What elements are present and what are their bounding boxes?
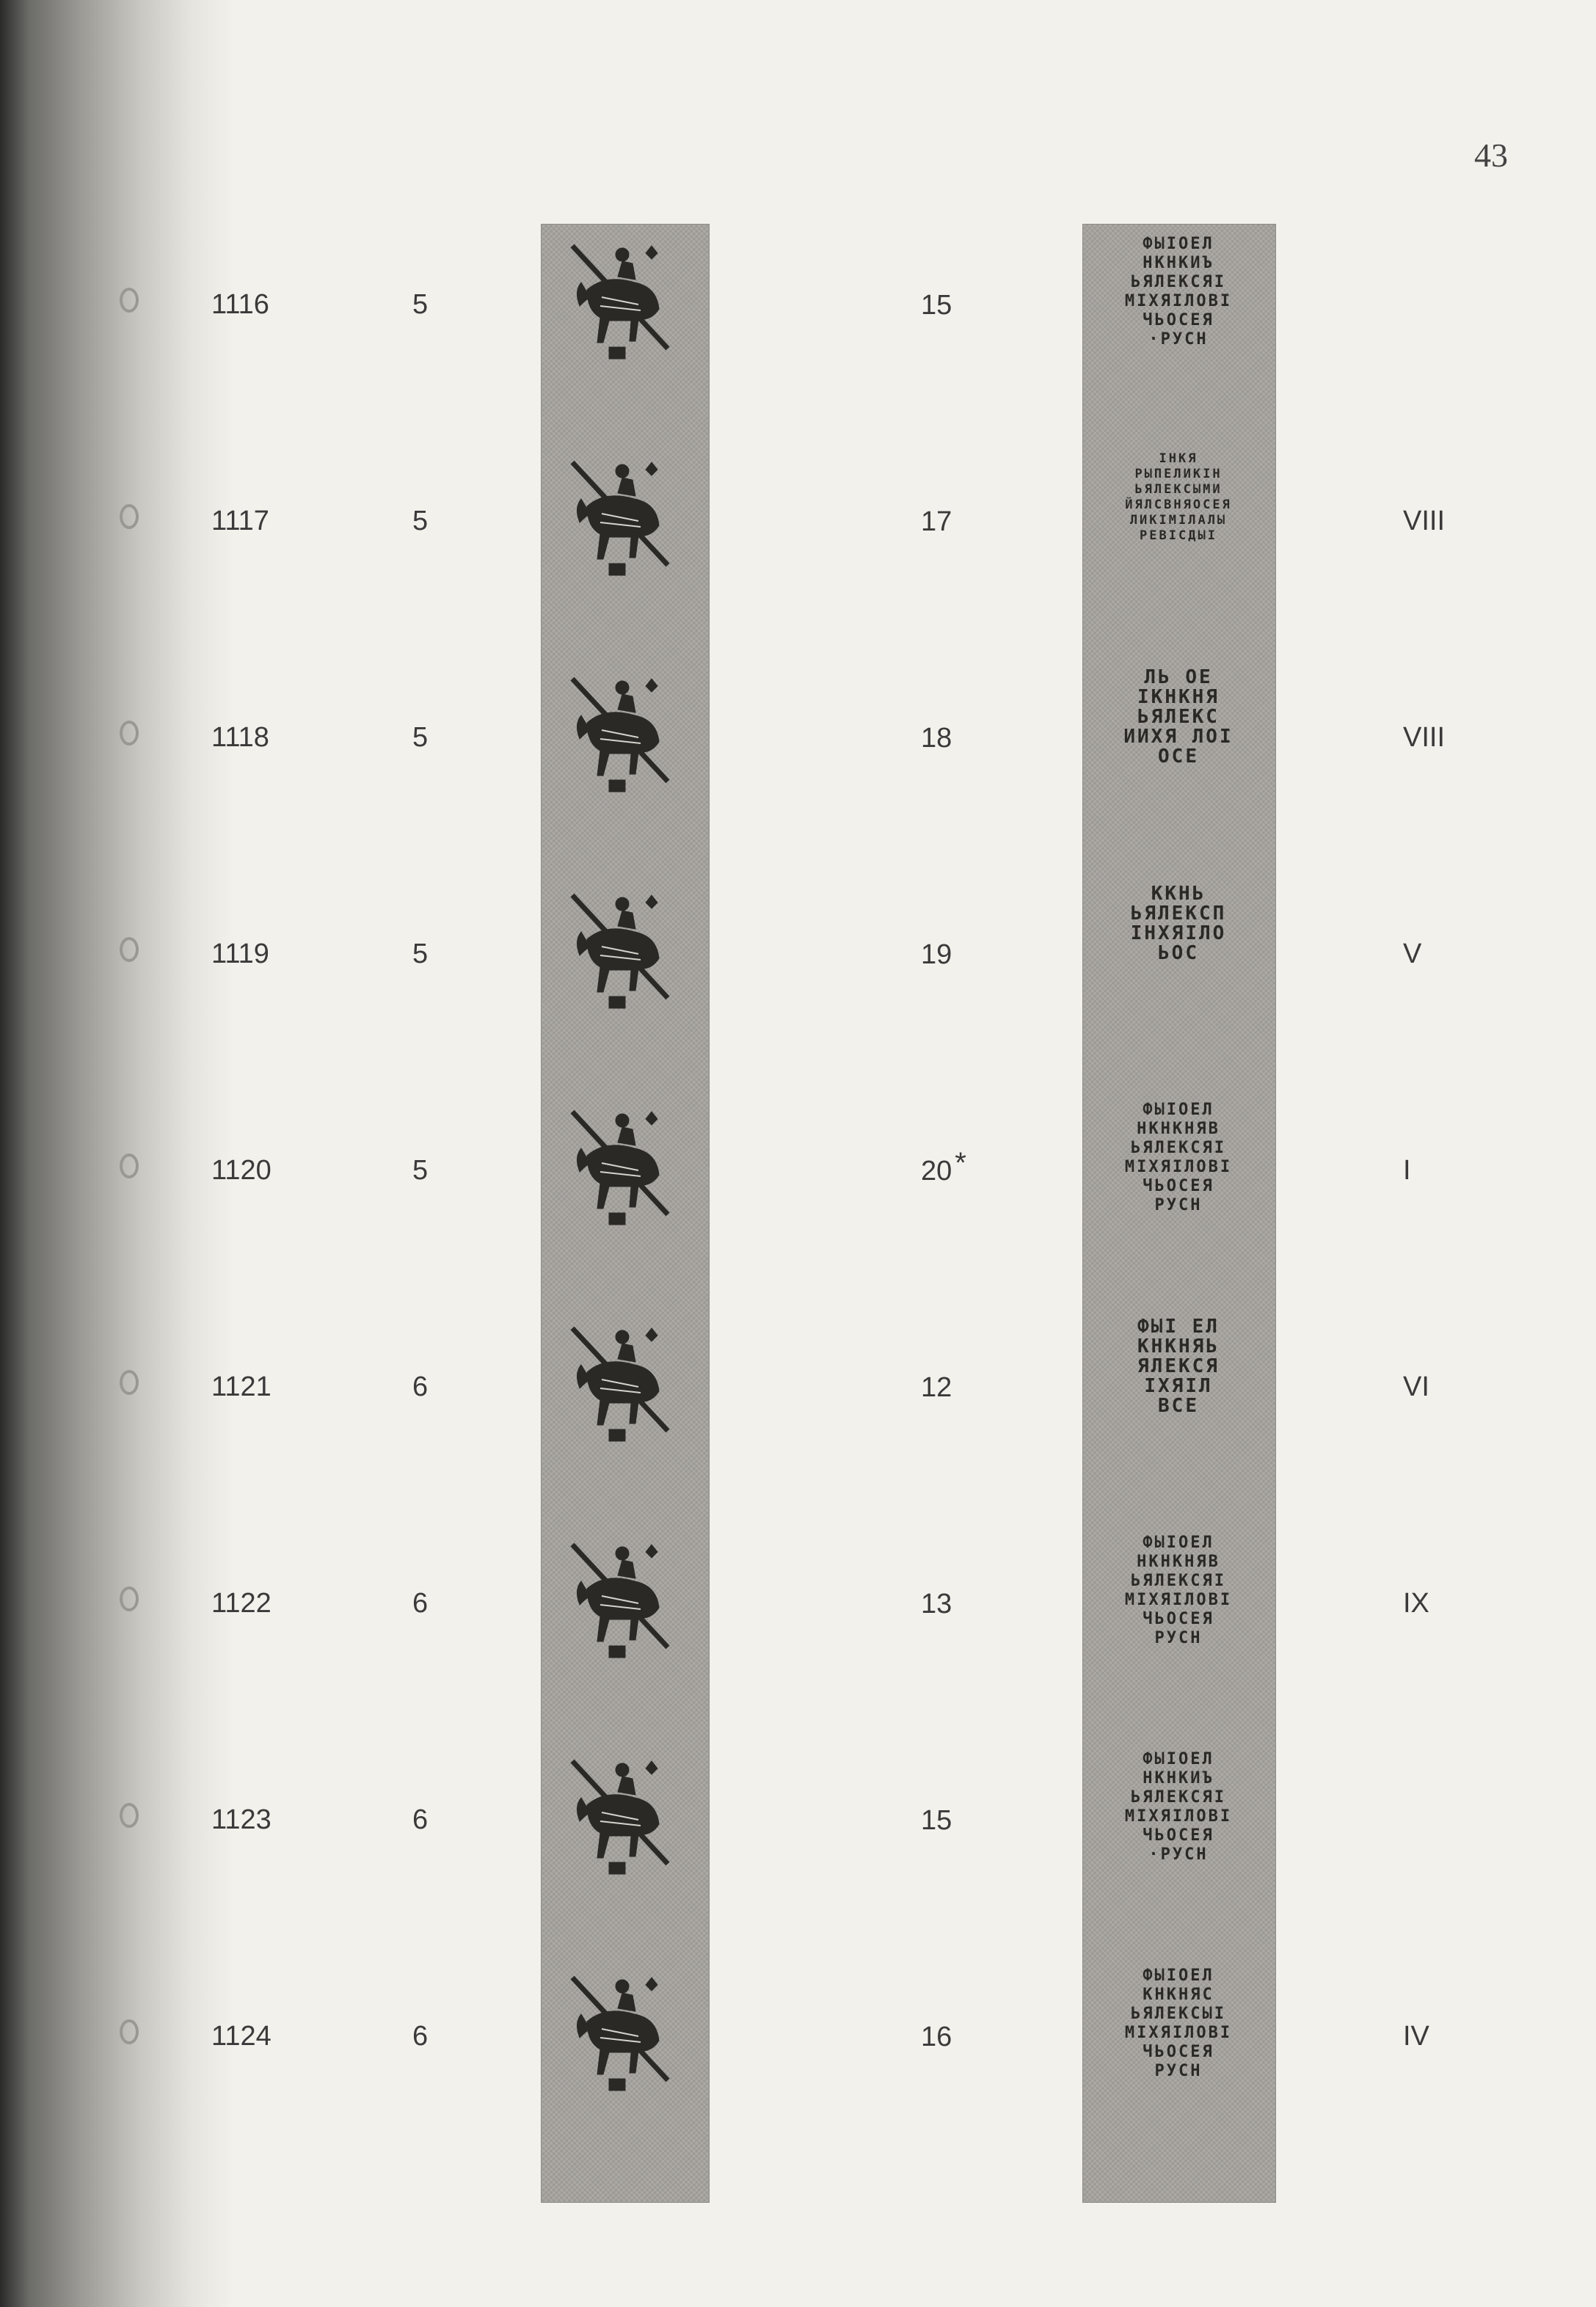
- inscription-line: РЕВІСДЫІ: [1140, 528, 1217, 543]
- catalog-number: 1123: [211, 1804, 272, 1835]
- type-roman-numeral: IV: [1403, 2021, 1429, 2052]
- catalog-number: 1117: [211, 506, 269, 536]
- reverse-inscription: [1093, 235, 1264, 349]
- reverse-inscription: [1093, 1967, 1264, 2081]
- inscription-line: ЧЬОСЕЯ: [1143, 2043, 1214, 2061]
- catalog-number: 1119: [211, 939, 269, 969]
- inscription-line: ІКНКНЯ: [1137, 686, 1220, 708]
- catalog-row: [0, 1280, 1596, 1493]
- inscription-line: ЛИКІМІЛАЛЫ: [1129, 513, 1228, 528]
- inscription-line: КНКНЯЬ: [1137, 1335, 1220, 1357]
- inscription-line: ІНХЯІЛО: [1130, 922, 1227, 944]
- rider-emblem-icon: [565, 238, 675, 363]
- inscription-line: ·РУСН: [1148, 1845, 1209, 1864]
- obverse-die-number: 6: [412, 2021, 429, 2052]
- reverse-die-number: 12: [921, 1372, 952, 1403]
- catalog-number: 1118: [211, 722, 269, 753]
- rider-emblem-icon: [565, 1104, 675, 1229]
- inscription-line: НКНКИЪ: [1143, 254, 1214, 272]
- reverse-die-cell: [921, 939, 955, 969]
- inscription-line: КНКНЯС: [1143, 1986, 1214, 2004]
- inscription-line: ·РУСН: [1148, 330, 1209, 349]
- circle-marker-icon: [120, 1370, 139, 1395]
- reverse-inscription: [1093, 1534, 1264, 1648]
- type-roman-numeral: I: [1403, 1155, 1411, 1186]
- reverse-inscription: [1093, 668, 1264, 767]
- inscription-line: ЬЯЛЕКСЯІ: [1131, 1572, 1226, 1590]
- type-roman-numeral: VIII: [1403, 722, 1446, 753]
- asterisk-note: *: [955, 1147, 966, 1179]
- inscription-line: МІХЯІЛОВІ: [1124, 2024, 1233, 2042]
- catalog-row: [0, 198, 1596, 411]
- inscription-line: ФЫІОЕЛ: [1143, 1534, 1214, 1552]
- reverse-die-number: 20: [921, 1156, 952, 1187]
- rider-emblem-icon: [565, 1537, 675, 1662]
- obverse-die-number: 5: [412, 1155, 429, 1186]
- catalog-number: 1121: [211, 1371, 272, 1402]
- reverse-die-cell: [921, 723, 955, 753]
- catalog-row: [0, 1064, 1596, 1277]
- reverse-die-number: 13: [921, 1589, 952, 1619]
- catalog-row: [0, 1930, 1596, 2143]
- reverse-die-number: 15: [921, 1805, 952, 1836]
- catalog-number: 1122: [211, 1588, 272, 1619]
- circle-marker-icon: [120, 288, 139, 313]
- inscription-line: ЬЯЛЕКСЯІ: [1131, 1788, 1226, 1807]
- obverse-die-number: 6: [412, 1371, 429, 1402]
- inscription-line: ИИХЯ ЛОІ: [1123, 726, 1234, 748]
- inscription-line: ІНКЯ: [1159, 451, 1198, 466]
- inscription-line: ЬОС: [1158, 942, 1199, 964]
- reverse-die-cell: [921, 290, 955, 320]
- catalog-row: [0, 1713, 1596, 1926]
- rider-emblem-icon: [565, 671, 675, 796]
- rider-emblem-icon: [565, 1970, 675, 2095]
- type-roman-numeral: IX: [1403, 1588, 1429, 1619]
- type-roman-numeral: V: [1403, 939, 1422, 969]
- inscription-line: ЙЯЛСВНЯОСЕЯ: [1125, 498, 1232, 512]
- inscription-line: ФЫІОЕЛ: [1143, 1750, 1214, 1768]
- reverse-die-number: 18: [921, 723, 952, 754]
- inscription-line: ЬЯЛЕКСЯІ: [1131, 1139, 1226, 1157]
- reverse-die-number: 15: [921, 290, 952, 321]
- circle-marker-icon: [120, 1154, 139, 1178]
- inscription-line: НКНКНЯВ: [1137, 1120, 1220, 1138]
- type-roman-numeral: VIII: [1403, 506, 1446, 536]
- inscription-line: МІХЯІЛОВІ: [1124, 1807, 1233, 1826]
- inscription-line: НКНКИЪ: [1143, 1769, 1214, 1787]
- inscription-line: ЧЬОСЕЯ: [1143, 311, 1214, 329]
- catalog-row: [0, 415, 1596, 627]
- inscription-line: РУСН: [1154, 1629, 1203, 1647]
- catalog-number: 1120: [211, 1155, 272, 1186]
- catalog-row: [0, 848, 1596, 1060]
- inscription-line: ВСЕ: [1158, 1395, 1199, 1417]
- inscription-line: ЬЯЛЕКСП: [1130, 903, 1227, 925]
- reverse-die-cell: [921, 506, 955, 536]
- reverse-inscription: [1093, 1750, 1264, 1865]
- inscription-line: ЧЬОСЕЯ: [1143, 1610, 1214, 1628]
- page-number: 43: [1474, 136, 1508, 174]
- inscription-line: РУСН: [1154, 1196, 1203, 1214]
- reverse-die-cell: [921, 1805, 955, 1835]
- inscription-line: ЬЯЛЕКСЫМИ: [1134, 482, 1222, 497]
- catalog-row: [0, 631, 1596, 844]
- inscription-line: ЯЛЕКСЯ: [1137, 1355, 1220, 1377]
- circle-marker-icon: [120, 1586, 139, 1611]
- reverse-inscription: [1093, 1317, 1264, 1416]
- type-roman-numeral: VI: [1403, 1371, 1429, 1402]
- inscription-line: ОСЕ: [1158, 746, 1199, 768]
- obverse-die-number: 6: [412, 1804, 429, 1835]
- inscription-line: ЧЬОСЕЯ: [1143, 1826, 1214, 1845]
- inscription-line: ЧЬОСЕЯ: [1143, 1177, 1214, 1195]
- inscription-line: ФЫІОЕЛ: [1143, 1967, 1214, 1985]
- reverse-die-cell: [921, 2022, 955, 2052]
- obverse-die-number: 5: [412, 722, 429, 753]
- inscription-line: РУСН: [1154, 2062, 1203, 2080]
- circle-marker-icon: [120, 504, 139, 529]
- reverse-die-number: 17: [921, 506, 952, 537]
- inscription-line: МІХЯІЛОВІ: [1124, 1158, 1233, 1176]
- inscription-line: ЬЯЛЕКСЯІ: [1131, 273, 1226, 291]
- reverse-die-number: 16: [921, 2022, 952, 2052]
- rider-emblem-icon: [565, 1754, 675, 1878]
- reverse-die-cell: [921, 1372, 955, 1402]
- obverse-die-number: 5: [412, 939, 429, 969]
- reverse-die-number: 19: [921, 939, 952, 970]
- obverse-die-number: 5: [412, 506, 429, 536]
- inscription-line: ІХЯІЛ: [1144, 1375, 1213, 1397]
- reverse-die-cell: [921, 1147, 966, 1187]
- rider-emblem-icon: [565, 1321, 675, 1446]
- reverse-inscription: [1093, 884, 1264, 963]
- obverse-die-number: 5: [412, 289, 429, 320]
- catalog-number: 1124: [211, 2021, 272, 2052]
- reverse-die-cell: [921, 1589, 955, 1619]
- circle-marker-icon: [120, 2019, 139, 2044]
- catalog-number: 1116: [211, 289, 269, 320]
- inscription-line: ЬЯЛЕКС: [1137, 706, 1220, 728]
- inscription-line: РЫПЕЛИКІН: [1134, 467, 1222, 481]
- inscription-line: ККНЬ: [1151, 883, 1206, 905]
- rider-emblem-icon: [565, 455, 675, 580]
- obverse-die-number: 6: [412, 1588, 429, 1619]
- inscription-line: МІХЯІЛОВІ: [1124, 1591, 1233, 1609]
- inscription-line: ФЫІОЕЛ: [1143, 1101, 1214, 1119]
- circle-marker-icon: [120, 721, 139, 746]
- circle-marker-icon: [120, 937, 139, 962]
- rider-emblem-icon: [565, 888, 675, 1013]
- inscription-line: ЬЯЛЕКСЫІ: [1131, 2005, 1226, 2023]
- inscription-line: ФЫІОЕЛ: [1143, 235, 1214, 253]
- inscription-line: ЛЬ ОЕ: [1144, 666, 1213, 688]
- inscription-line: НКНКНЯВ: [1137, 1553, 1220, 1571]
- inscription-line: МІХЯІЛОВІ: [1124, 292, 1233, 310]
- catalog-row: [0, 1497, 1596, 1710]
- reverse-inscription: [1093, 451, 1264, 544]
- circle-marker-icon: [120, 1803, 139, 1828]
- inscription-line: ФЫІ ЕЛ: [1137, 1316, 1220, 1338]
- reverse-inscription: [1093, 1101, 1264, 1215]
